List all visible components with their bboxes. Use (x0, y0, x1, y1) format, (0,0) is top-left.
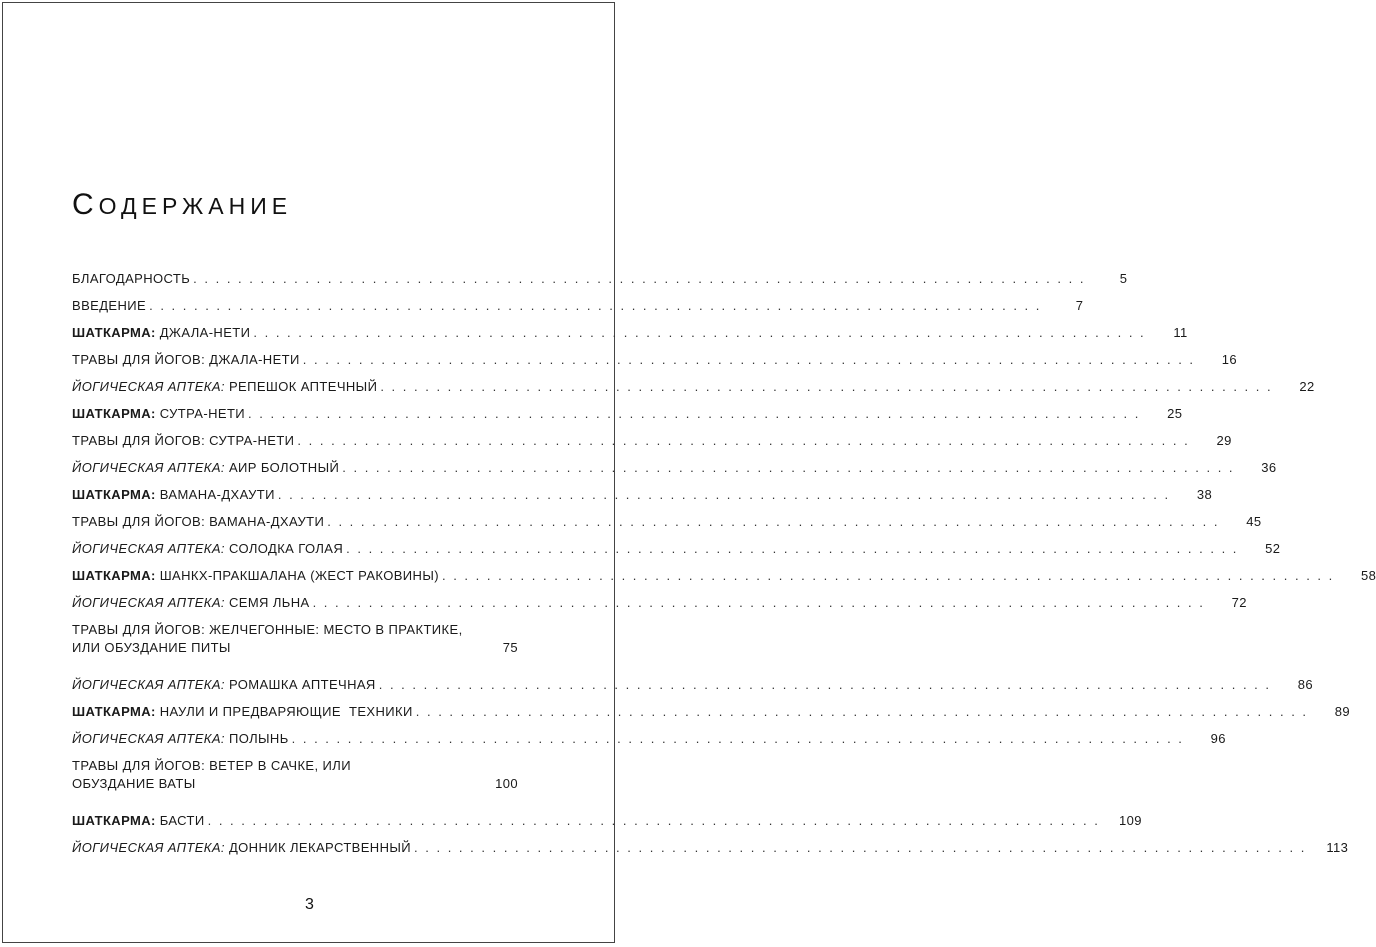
toc-entry-line (72, 297, 1084, 315)
toc-entry-text: СУТРА-НЕТИ (155, 406, 246, 421)
toc-entry-title (72, 621, 463, 639)
toc-entry-text-continued: ИЛИ ОБУЗДАНИЕ ПИТЫ (72, 640, 231, 655)
toc-entry-text: ДОННИК ЛЕКАРСТВЕННЫЙ (224, 840, 412, 855)
toc-entry-line (72, 621, 518, 639)
toc-entry-title (72, 270, 190, 288)
toc-entry-title (72, 594, 310, 612)
toc-entry[interactable] (72, 270, 1128, 288)
toc-entry-line (72, 567, 1376, 585)
toc-entry-line (72, 486, 1213, 504)
toc-entry-title (72, 351, 300, 369)
toc-entry-prefix-bold: ШАТКАРМА: (72, 568, 156, 583)
toc-entry-title (72, 324, 250, 342)
toc-entry-text: ДЖАЛА-НЕТИ (155, 325, 251, 340)
toc-entry-line (72, 730, 1226, 748)
dot-leader: . . . . . . . . . . . . . . . . . . . . . . . . . . . . . . . . . . . . . . . . . . . . . . . . . . . . . . . . . . . . . . . . . . . . . . . . . . . . . . . . (253, 325, 1146, 340)
toc-entry-prefix-italic: ЙОГИЧЕСКАЯ АПТЕКА: (72, 595, 225, 610)
toc-entry-prefix-italic: ЙОГИЧЕСКАЯ АПТЕКА: (72, 731, 225, 746)
toc-entry-page: 72 (1231, 595, 1247, 610)
toc-entry-title (72, 405, 245, 423)
toc-entry[interactable] (72, 459, 1277, 477)
toc-entry-page: 11 (1173, 325, 1188, 340)
dot-leader: . . . . . . . . . . . . . . . . . . . . . . . . . . . . . . . . . . . . . . . . . . . . . . . . . . . . . . . . . . . . . . . . . . . . . . . . . . . . . . . . (207, 813, 1100, 828)
dot-leader: . . . . . . . . . . . . . . . . . . . . . . . . . . . . . . . . . . . . . . . . . . . . . . . . . . . . . . . . . . . . . . . . . . . . . . . . . . . . . . . . (248, 406, 1141, 421)
dot-leader: . . . . . . . . . . . . . . . . . . . . . . . . . . . . . . . . . . . . . . . . . . . . . . . . . . . . . . . . . . . . . . . . . . . . . . . . . . . . . . . . (312, 595, 1205, 610)
toc-entry-text: ТРАВЫ ДЛЯ ЙОГОВ: ДЖАЛА-НЕТИ (72, 352, 300, 367)
dot-leader: . . . . . . . . . . . . . . . . . . . . . . . . . . . . . . . . . . . . . . . . . . . . . . . . . . . . . . . . . . . . . . . . . . . . . . . . . . . . . . . . (441, 568, 1335, 583)
toc-entry-text: БЛАГОДАРНОСТЬ (72, 271, 191, 286)
toc-entry[interactable] (72, 432, 1232, 450)
toc-entry-title (72, 486, 275, 504)
toc-entry-text: ТРАВЫ ДЛЯ ЙОГОВ: ЖЕЛЧЕГОННЫЕ: МЕСТО В ПРАКТИКЕ, (72, 622, 463, 637)
toc-entry-line (72, 812, 1142, 830)
toc-entry-text: РОМАШКА АПТЕЧНАЯ (224, 677, 376, 692)
dot-leader: . . . . . . . . . . . . . . . . . . . . . . . . . . . . . . . . . . . . . . . . . . . . . . . . . . . . . . . . . . . . . . . . . . . . . . . . . . . . . . . . (193, 271, 1086, 286)
toc-entry-page: 5 (1119, 271, 1128, 286)
toc-entry-page: 36 (1261, 460, 1277, 475)
toc-entry-text: РЕПЕШОК АПТЕЧНЫЙ (224, 379, 378, 394)
toc-entry-text: БАСТИ (155, 813, 205, 828)
toc-entry[interactable] (72, 486, 1213, 504)
toc-entry-prefix-bold: ШАТКАРМА: (72, 325, 156, 340)
toc-entry-prefix-bold: ШАТКАРМА: (72, 406, 156, 421)
dot-leader: . . . . . . . . . . . . . . . . . . . . . . . . . . . . . . . . . . . . . . . . . . . . . . . . . . . . . . . . . . . . . . . . . . . . . . . . . . . . . . . . (414, 840, 1307, 855)
toc-entry-page: 45 (1246, 514, 1262, 529)
toc-entry-line (72, 513, 1262, 531)
toc-entry-line (72, 270, 1128, 288)
toc-entry-prefix-italic: ЙОГИЧЕСКАЯ АПТЕКА: (72, 460, 225, 475)
toc-entry-page: 100 (495, 776, 518, 791)
toc-entry-line (72, 757, 518, 775)
toc-entry[interactable] (72, 378, 1315, 396)
toc-entry-prefix-bold: ШАТКАРМА: (72, 487, 156, 502)
dot-leader: . . . . . . . . . . . . . . . . . . . . . . . . . . . . . . . . . . . . . . . . . . . . . . . . . . . . . . . . . . . . . . . . . . . . . . . . . . . . . . . . (302, 352, 1196, 367)
dot-leader: . . . . . . . . . . . . . . . . . . . . . . . . . . . . . . . . . . . . . . . . . . . . . . . . . . . . . . . . . . . . . . . . . . . . . . . . . . . . . . . . (346, 541, 1239, 556)
toc-entry-line (72, 432, 1232, 450)
toc-entry-text-continued: ОБУЗДАНИЕ ВАТЫ (72, 776, 196, 791)
toc-entry-prefix-italic: ЙОГИЧЕСКАЯ АПТЕКА: (72, 840, 225, 855)
toc-entry-text: ПОЛЫНЬ (224, 731, 289, 746)
toc-entry-text: ШАНКХ-ПРАКШАЛАНА (ЖЕСТ РАКОВИНЫ) (155, 568, 439, 583)
toc-entry[interactable] (72, 839, 1349, 857)
toc-entry-line (72, 405, 1183, 423)
toc-entry-title (72, 730, 289, 748)
toc-entry[interactable] (72, 812, 1142, 830)
toc-entry-line (72, 676, 1314, 694)
toc-entry[interactable] (72, 540, 1281, 558)
title-rest: ОДЕРЖАНИЕ (98, 193, 293, 219)
toc-entry-text: ТРАВЫ ДЛЯ ЙОГОВ: ВАМАНА-ДХАУТИ (72, 514, 325, 529)
toc-entry-text: ТРАВЫ ДЛЯ ЙОГОВ: ВЕТЕР В САЧКЕ, ИЛИ (72, 758, 351, 773)
toc-entry-text: ТРАВЫ ДЛЯ ЙОГОВ: СУТРА-НЕТИ (72, 433, 295, 448)
toc-entry-title (72, 757, 351, 775)
toc-entry-line (72, 594, 1247, 612)
toc-entry-page: 16 (1221, 352, 1238, 367)
toc-entry-line (72, 839, 1349, 857)
toc-entry-page: 86 (1297, 677, 1314, 692)
dot-leader: . . . . . . . . . . . . . . . . . . . . . . . . . . . . . . . . . . . . . . . . . . . . . . . . . . . . . . . . . . . . . . . . . . . . . . . . . . . . . . . . (342, 460, 1235, 475)
toc-entry[interactable] (72, 297, 1084, 315)
toc-entry-line (72, 378, 1315, 396)
toc-entry[interactable] (72, 594, 1247, 612)
toc-entry-line (72, 703, 1351, 721)
toc-entry-title (72, 378, 377, 396)
toc-entry-prefix-italic: ЙОГИЧЕСКАЯ АПТЕКА: (72, 379, 225, 394)
toc-entry-page: 89 (1334, 704, 1351, 719)
toc-entry-title (72, 812, 205, 830)
toc-entry-line (72, 351, 1238, 369)
toc-entry[interactable] (72, 405, 1183, 423)
toc-entry-prefix-italic: ЙОГИЧЕСКАЯ АПТЕКА: (72, 541, 225, 556)
toc-entry-line (72, 324, 1188, 342)
toc-entry-page: 7 (1075, 298, 1084, 313)
toc-entry-page: 38 (1196, 487, 1213, 502)
toc-entry-page: 25 (1167, 406, 1183, 421)
dot-leader: . . . . . . . . . . . . . . . . . . . . . . . . . . . . . . . . . . . . . . . . . . . . . . . . . . . . . . . . . . . . . . . . . . . . . . . . . . . . . . . . (277, 487, 1171, 502)
toc-entry[interactable] (72, 621, 518, 657)
toc-entry-text: ВАМАНА-ДХАУТИ (155, 487, 275, 502)
toc-entry-page: 29 (1216, 433, 1232, 448)
toc-entry-page: 22 (1299, 379, 1315, 394)
toc-entry-title (72, 297, 146, 315)
toc-entry-page: 96 (1210, 731, 1226, 746)
toc-entry-line (72, 459, 1277, 477)
toc-entry-title (72, 839, 411, 857)
toc-entry[interactable] (72, 324, 1188, 342)
toc-entry-page: 109 (1119, 813, 1142, 828)
toc-entry-title (72, 567, 439, 585)
dot-leader: . . . . . . . . . . . . . . . . . . . . . . . . . . . . . . . . . . . . . . . . . . . . . . . . . . . . . . . . . . . . . . . . . . . . . . . . . . . . . . . . (378, 677, 1272, 692)
page-title (72, 188, 292, 222)
toc-entry-line (72, 775, 518, 793)
toc-entry-title (72, 513, 324, 531)
title-first-letter: С (72, 188, 99, 221)
toc-entry-title (72, 432, 294, 450)
dot-leader: . . . . . . . . . . . . . . . . . . . . . . . . . . . . . . . . . . . . . . . . . . . . . . . . . . . . . . . . . . . . . . . . . . . . . . . . . . . . . . . . (327, 514, 1220, 529)
toc-entry[interactable] (72, 513, 1262, 531)
toc-entry-text: ВВЕДЕНИЕ (72, 298, 147, 313)
toc-entry-prefix-bold: ШАТКАРМА: (72, 704, 156, 719)
toc-entry-page: 58 (1361, 568, 1376, 583)
toc-entry-text: СЕМЯ ЛЬНА (224, 595, 310, 610)
toc-entry-page: 52 (1265, 541, 1281, 556)
toc-entry[interactable] (72, 730, 1226, 748)
toc-entry[interactable] (72, 567, 1376, 585)
toc-entry-text: АИР БОЛОТНЫЙ (224, 460, 340, 475)
toc-entry-title (72, 676, 376, 694)
dot-leader: . . . . . . . . . . . . . . . . . . . . . . . . . . . . . . . . . . . . . . . . . . . . . . . . . . . . . . . . . . . . . . . . . . . . . . . . . . . . . . . . (291, 731, 1184, 746)
toc-entry-title (72, 540, 343, 558)
toc-entry-text: НАУЛИ И ПРЕДВАРЯЮЩИЕ ТЕХНИКИ (155, 704, 413, 719)
toc-entry-title (72, 459, 339, 477)
dot-leader: . . . . . . . . . . . . . . . . . . . . . . . . . . . . . . . . . . . . . . . . . . . . . . . . . . . . . . . . . . . . . . . . . . . . . . . . . . . . . . . . (415, 704, 1309, 719)
toc-entry-line (72, 639, 518, 657)
toc-entry-prefix-italic: ЙОГИЧЕСКАЯ АПТЕКА: (72, 677, 225, 692)
toc-entry-page: 113 (1326, 840, 1349, 855)
toc-entry-line (72, 540, 1281, 558)
toc-entry-page: 75 (502, 640, 518, 655)
dot-leader: . . . . . . . . . . . . . . . . . . . . . . . . . . . . . . . . . . . . . . . . . . . . . . . . . . . . . . . . . . . . . . . . . . . . . . . . . . . . . . . . (149, 298, 1042, 313)
toc-entry[interactable] (72, 757, 518, 793)
toc-entry-text: СОЛОДКА ГОЛАЯ (224, 541, 344, 556)
toc-entry-title (72, 703, 413, 721)
toc-entry[interactable] (72, 351, 1238, 369)
toc-entry[interactable] (72, 703, 1351, 721)
toc-entry[interactable] (72, 676, 1314, 694)
dot-leader: . . . . . . . . . . . . . . . . . . . . . . . . . . . . . . . . . . . . . . . . . . . . . . . . . . . . . . . . . . . . . . . . . . . . . . . . . . . . . . . . (297, 433, 1190, 448)
dot-leader: . . . . . . . . . . . . . . . . . . . . . . . . . . . . . . . . . . . . . . . . . . . . . . . . . . . . . . . . . . . . . . . . . . . . . . . . . . . . . . . . (380, 379, 1273, 394)
toc-entry-prefix-bold: ШАТКАРМА: (72, 813, 156, 828)
page-number: 3 (305, 896, 314, 913)
